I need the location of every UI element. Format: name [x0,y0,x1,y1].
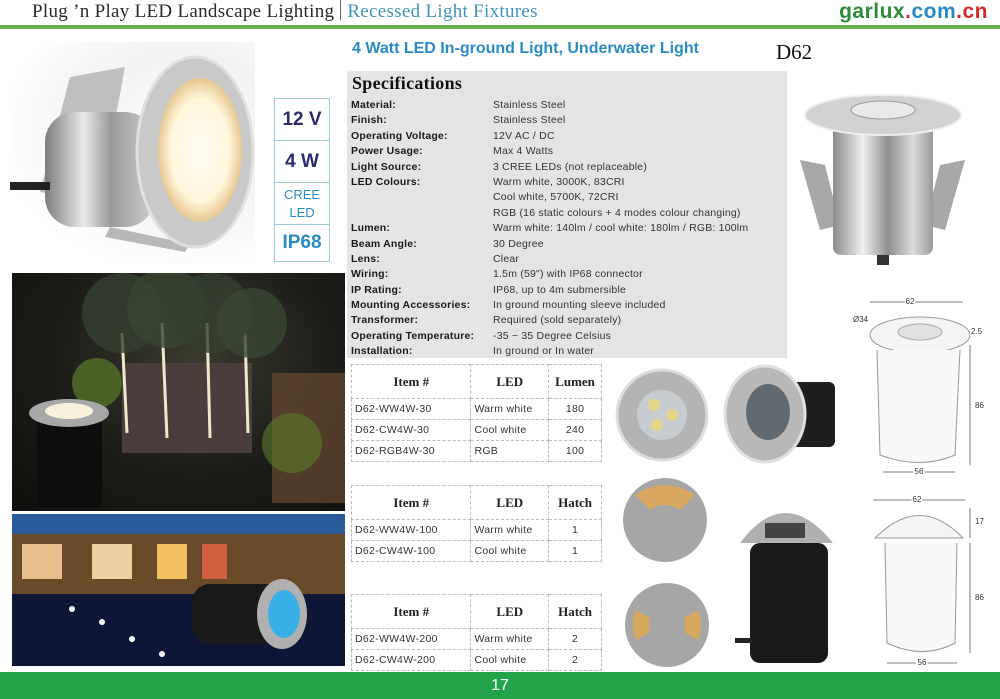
brand-dot: . [956,0,963,23]
column-header-lumen: Lumen [549,365,602,399]
hatch-value: 2 [549,629,602,650]
spec-row: RGB (16 static colours + 4 modes colour changing) [493,206,741,219]
product-photo-flat-top [795,70,970,270]
photo-hatch-1 [620,475,710,565]
led-colour: Cool white [471,420,549,441]
dim-height: 86 [975,593,984,602]
led-colour: Cool white [471,541,549,562]
photo-hatch-2 [622,580,712,670]
photo-angled-black [720,362,835,467]
brand-part-com: com [911,0,957,23]
column-header-hatch: Hatch [549,595,602,629]
catalog-title: Plug ’n Play LED Landscape Lighting [32,1,335,22]
led-colour: Cool white [471,650,549,671]
spec-row: Finish: Stainless Steel [351,114,566,127]
spec-row: Operating Temperature: -35 ~ 35 Degree Celsius [351,329,612,342]
table-header-row [352,486,602,520]
hatch-value: 2 [549,650,602,671]
page-header [0,0,1000,26]
specifications-heading: Specifications [352,73,463,93]
dim-width: 62 [912,495,922,504]
brand-logo[interactable] [839,0,988,24]
hood-1-icon [620,475,710,565]
column-header-hatch: Hatch [549,486,602,520]
spec-row: Power Usage: Max 4 Watts [351,145,554,158]
column-header-item: Item # [352,595,471,629]
hatch-value: 1 [549,520,602,541]
dim-height: 86 [975,401,984,410]
spec-row: Lens: Clear [351,252,520,265]
photo-hooded-black [735,488,835,668]
led-label: LED [289,205,315,220]
led-colour: Warm white [471,520,549,541]
page-number: 17 [491,677,509,694]
lumen-value: 240 [549,420,602,441]
column-header-item: Item # [352,365,471,399]
led-colour: Warm white [471,629,549,650]
specifications-list [351,98,787,360]
ip-rating-badge: IP68 [282,232,322,253]
product-title: 4 Watt LED In-ground Light, Underwater Light [352,40,699,57]
technical-drawing-icon [835,290,1000,480]
item-number: D62-WW4W-100 [352,520,471,541]
column-header-led: LED [471,365,549,399]
table-header-row [352,595,602,629]
dim-flange: 2.5 [971,327,983,336]
spec-row: Transformer: Required (sold separately) [351,314,622,327]
photo-front-3led [612,365,712,465]
garden-lighting-image [12,273,345,511]
dim-base: 56 [914,467,924,476]
recessed-light-icon [795,70,970,270]
table-row [352,399,602,420]
item-number: D62-RGB4W-30 [352,441,471,462]
cree-label: CREE [283,187,321,202]
spec-row: Mounting Accessories: In ground mounting sleeve included [351,299,666,312]
spec-row: Lumen: Warm white: 140lm / cool white: 180lm / RGB: 100lm [351,222,749,235]
lumen-value: 100 [549,441,602,462]
column-header-item: Item # [352,486,471,520]
hatch-value: 1 [549,541,602,562]
dim-width: 62 [905,297,915,306]
pool-scene-photo [12,514,345,666]
dimension-drawing-flat-top [835,290,1000,480]
table-row [352,441,602,462]
led-colour: Warm white [471,399,549,420]
brand-part-cn: cn [962,0,988,23]
voltage-badge: 12 V [275,99,329,141]
header-divider-line [0,25,1000,29]
brand-part-garlux: garlux [839,0,906,23]
spec-row: Material: Stainless Steel [351,99,566,111]
header-title [32,0,538,23]
section-title: Recessed Light Fixtures [347,1,538,22]
lumen-value: 180 [549,399,602,420]
hood-2-icon [622,580,712,670]
spec-row: IP Rating: IP68, up to 4m submersible [351,283,627,296]
technical-drawing-icon [835,488,1000,670]
item-number: D62-CW4W-100 [352,541,471,562]
page-footer [0,672,1000,699]
cree-led-badge [275,183,329,225]
item-table-hatch-1 [351,485,602,562]
model-number: D62 [776,40,813,64]
spec-row: Operating Voltage: 12V AC / DC [351,129,555,142]
brand-dot: . [905,0,912,23]
item-number: D62-WW4W-30 [352,399,471,420]
item-table-hatch-2 [351,594,602,671]
table-row [352,520,602,541]
spec-row: Installation: In ground or In water [351,345,595,358]
wattage-badge: 4 W [275,141,329,183]
spec-row: LED Colours: Warm white, 3000K, 83CRI [351,175,625,188]
spec-row: Beam Angle: 30 Degree [351,237,544,250]
pool-lighting-image [12,514,345,666]
spec-row: Cool white, 5700K, 72CRI [493,191,619,204]
dim-hood: 17 [975,517,984,526]
garden-scene-photo [12,273,345,511]
spec-row: Wiring: 1.5m (59") with IP68 connector [351,268,643,281]
table-row [352,650,602,671]
item-number: D62-WW4W-200 [352,629,471,650]
dim-base: 56 [917,658,927,667]
table-row [352,541,602,562]
item-number: D62-CW4W-30 [352,420,471,441]
led-colour: RGB [471,441,549,462]
specifications-panel [347,71,787,358]
recessed-light-icon [735,488,835,668]
recessed-light-icon [10,42,255,264]
dim-lens: Ø34 [853,315,869,324]
table-header-row [352,365,602,399]
dimension-drawing-hooded [835,488,1000,670]
spec-row: Light Source: 3 CREE LEDs (not replaceable) [351,160,648,173]
column-header-led: LED [471,595,549,629]
product-photo-main [10,42,255,264]
header-divider [340,0,341,20]
recessed-light-icon [720,362,835,467]
item-table-standard [351,364,602,462]
feature-badges [274,98,330,262]
item-number: D62-CW4W-200 [352,650,471,671]
led-face-icon [612,365,712,465]
column-header-led: LED [471,486,549,520]
table-row [352,629,602,650]
table-row [352,420,602,441]
